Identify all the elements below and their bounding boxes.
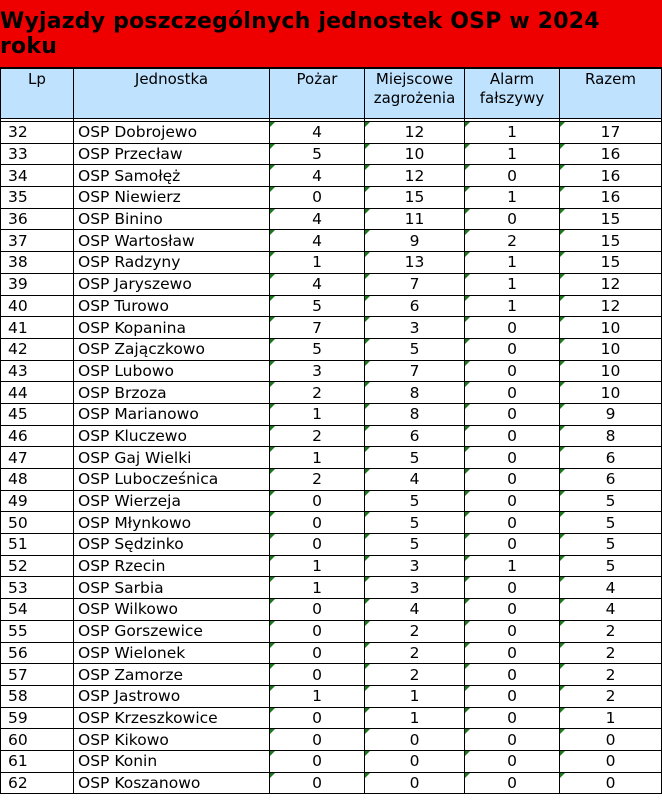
- cell-alarm-falszywy[interactable]: 2: [465, 230, 560, 252]
- cell-pozar[interactable]: 4: [270, 230, 365, 252]
- cell-miejscowe-zagrozenia[interactable]: 6: [365, 425, 465, 447]
- cell-jednostka[interactable]: OSP Wierzeja: [74, 490, 270, 512]
- cell-miejscowe-zagrozenia[interactable]: 4: [365, 599, 465, 621]
- table-row: [1, 664, 662, 686]
- cell-jednostka[interactable]: OSP Lubocześnica: [74, 469, 270, 491]
- table-row: [1, 534, 662, 556]
- cell-miejscowe-zagrozenia[interactable]: 5: [365, 512, 465, 534]
- cell-pozar[interactable]: 0: [270, 642, 365, 664]
- table-row: [1, 490, 662, 512]
- cell-miejscowe-zagrozenia[interactable]: 7: [365, 273, 465, 295]
- table-row: [1, 122, 662, 144]
- table-row: [1, 230, 662, 252]
- cell-lp[interactable]: 44: [1, 382, 74, 404]
- cell-miejscowe-zagrozenia[interactable]: 5: [365, 447, 465, 469]
- cell-pozar[interactable]: 0: [270, 599, 365, 621]
- cell-lp[interactable]: 53: [1, 577, 74, 599]
- table-row: [1, 338, 662, 360]
- cell-razem[interactable]: 17: [560, 122, 662, 144]
- cell-jednostka[interactable]: OSP Sarbia: [74, 577, 270, 599]
- header-lp: Lp: [1, 69, 74, 119]
- cell-jednostka[interactable]: OSP Wartosław: [74, 230, 270, 252]
- table-row: [1, 642, 662, 664]
- cell-jednostka[interactable]: OSP Jastrowo: [74, 685, 270, 707]
- cell-jednostka[interactable]: OSP Kluczewo: [74, 425, 270, 447]
- cell-razem[interactable]: 5: [560, 534, 662, 556]
- cell-alarm-falszywy[interactable]: 0: [465, 707, 560, 729]
- cell-jednostka[interactable]: OSP Sędzinko: [74, 534, 270, 556]
- cell-pozar[interactable]: 1: [270, 577, 365, 599]
- cell-miejscowe-zagrozenia[interactable]: 11: [365, 208, 465, 230]
- cell-lp[interactable]: 41: [1, 317, 74, 339]
- cell-razem[interactable]: 15: [560, 230, 662, 252]
- table-row: [1, 707, 662, 729]
- table-row: [1, 295, 662, 317]
- table-row: [1, 555, 662, 577]
- cell-jednostka[interactable]: OSP Wielonek: [74, 642, 270, 664]
- cell-alarm-falszywy[interactable]: 0: [465, 729, 560, 751]
- cell-razem[interactable]: 9: [560, 403, 662, 425]
- table-row: [1, 729, 662, 751]
- cell-alarm-falszywy[interactable]: 0: [465, 599, 560, 621]
- cell-jednostka[interactable]: OSP Gorszewice: [74, 620, 270, 642]
- cell-lp[interactable]: 47: [1, 447, 74, 469]
- cell-jednostka[interactable]: OSP Konin: [74, 750, 270, 772]
- cell-jednostka[interactable]: OSP Jaryszewo: [74, 273, 270, 295]
- cell-miejscowe-zagrozenia[interactable]: 5: [365, 534, 465, 556]
- cell-pozar[interactable]: 4: [270, 273, 365, 295]
- table-row: [1, 447, 662, 469]
- cell-lp[interactable]: 49: [1, 490, 74, 512]
- cell-alarm-falszywy[interactable]: 0: [465, 165, 560, 187]
- cell-lp[interactable]: 42: [1, 338, 74, 360]
- cell-razem[interactable]: 6: [560, 447, 662, 469]
- cell-miejscowe-zagrozenia[interactable]: 4: [365, 469, 465, 491]
- cell-alarm-falszywy[interactable]: 1: [465, 143, 560, 165]
- cell-pozar[interactable]: 0: [270, 490, 365, 512]
- cell-alarm-falszywy[interactable]: 0: [465, 338, 560, 360]
- cell-lp[interactable]: 56: [1, 642, 74, 664]
- cell-jednostka[interactable]: OSP Radzyny: [74, 252, 270, 274]
- cell-razem[interactable]: 12: [560, 273, 662, 295]
- cell-pozar[interactable]: 1: [270, 403, 365, 425]
- cell-jednostka[interactable]: OSP Kikowo: [74, 729, 270, 751]
- cell-alarm-falszywy[interactable]: 1: [465, 555, 560, 577]
- cell-lp[interactable]: 61: [1, 750, 74, 772]
- table-body: [1, 119, 662, 794]
- cell-alarm-falszywy[interactable]: 0: [465, 534, 560, 556]
- cell-lp[interactable]: 54: [1, 599, 74, 621]
- header-pozar: Pożar: [270, 69, 365, 119]
- cell-miejscowe-zagrozenia[interactable]: 0: [365, 750, 465, 772]
- cell-jednostka[interactable]: OSP Dobrojewo: [74, 122, 270, 144]
- cell-pozar[interactable]: 0: [270, 620, 365, 642]
- table-row: [1, 425, 662, 447]
- cell-razem[interactable]: 0: [560, 772, 662, 794]
- cell-razem[interactable]: 2: [560, 664, 662, 686]
- cell-lp[interactable]: 35: [1, 187, 74, 209]
- cell-pozar[interactable]: 2: [270, 469, 365, 491]
- cell-alarm-falszywy[interactable]: 0: [465, 208, 560, 230]
- table-row: [1, 208, 662, 230]
- cell-lp[interactable]: 36: [1, 208, 74, 230]
- cell-miejscowe-zagrozenia[interactable]: 12: [365, 165, 465, 187]
- cell-pozar[interactable]: 0: [270, 729, 365, 751]
- table-row: [1, 599, 662, 621]
- table-row: [1, 772, 662, 794]
- table-row: [1, 382, 662, 404]
- table-row: [1, 165, 662, 187]
- cell-razem[interactable]: 16: [560, 165, 662, 187]
- cell-razem[interactable]: 12: [560, 295, 662, 317]
- table-row: [1, 469, 662, 491]
- cell-miejscowe-zagrozenia[interactable]: 5: [365, 490, 465, 512]
- cell-pozar[interactable]: 3: [270, 360, 365, 382]
- cell-pozar[interactable]: 2: [270, 425, 365, 447]
- cell-lp[interactable]: 57: [1, 664, 74, 686]
- cell-pozar[interactable]: 5: [270, 143, 365, 165]
- cell-pozar[interactable]: 5: [270, 295, 365, 317]
- cell-miejscowe-zagrozenia[interactable]: 3: [365, 577, 465, 599]
- cell-miejscowe-zagrozenia[interactable]: 10: [365, 143, 465, 165]
- cell-lp[interactable]: 45: [1, 403, 74, 425]
- cell-jednostka[interactable]: OSP Marianowo: [74, 403, 270, 425]
- cell-miejscowe-zagrozenia[interactable]: 8: [365, 403, 465, 425]
- table-row: [1, 403, 662, 425]
- cell-jednostka[interactable]: OSP Kopanina: [74, 317, 270, 339]
- cell-lp[interactable]: 52: [1, 555, 74, 577]
- cell-razem[interactable]: 10: [560, 317, 662, 339]
- cell-alarm-falszywy[interactable]: 0: [465, 512, 560, 534]
- cell-razem[interactable]: 5: [560, 512, 662, 534]
- cell-razem[interactable]: 6: [560, 469, 662, 491]
- cell-lp[interactable]: 62: [1, 772, 74, 794]
- cell-lp[interactable]: 46: [1, 425, 74, 447]
- cell-jednostka[interactable]: OSP Przecław: [74, 143, 270, 165]
- cell-lp[interactable]: 43: [1, 360, 74, 382]
- cell-miejscowe-zagrozenia[interactable]: 1: [365, 707, 465, 729]
- table-row: [1, 512, 662, 534]
- cell-pozar[interactable]: 2: [270, 382, 365, 404]
- cell-lp[interactable]: 33: [1, 143, 74, 165]
- cell-alarm-falszywy[interactable]: 0: [465, 577, 560, 599]
- table-row: [1, 317, 662, 339]
- cell-jednostka[interactable]: OSP Niewierz: [74, 187, 270, 209]
- cell-lp[interactable]: 37: [1, 230, 74, 252]
- cell-lp[interactable]: 58: [1, 685, 74, 707]
- cell-alarm-falszywy[interactable]: 0: [465, 447, 560, 469]
- cell-alarm-falszywy[interactable]: 0: [465, 403, 560, 425]
- cell-razem[interactable]: 4: [560, 599, 662, 621]
- cell-razem[interactable]: 10: [560, 382, 662, 404]
- cell-razem[interactable]: 0: [560, 729, 662, 751]
- cell-jednostka[interactable]: OSP Brzoza: [74, 382, 270, 404]
- cell-pozar[interactable]: 5: [270, 338, 365, 360]
- cell-alarm-falszywy[interactable]: 0: [465, 620, 560, 642]
- cell-miejscowe-zagrozenia[interactable]: 3: [365, 317, 465, 339]
- header-razem: Razem: [560, 69, 662, 119]
- cell-razem[interactable]: 5: [560, 490, 662, 512]
- header-miejscowe-zagrozenia: Miejscowe zagrożenia: [365, 69, 465, 119]
- cell-jednostka[interactable]: OSP Zajączkowo: [74, 338, 270, 360]
- cell-miejscowe-zagrozenia[interactable]: 12: [365, 122, 465, 144]
- cell-miejscowe-zagrozenia[interactable]: 2: [365, 664, 465, 686]
- cell-miejscowe-zagrozenia[interactable]: 8: [365, 382, 465, 404]
- cell-lp[interactable]: 39: [1, 273, 74, 295]
- cell-pozar[interactable]: 0: [270, 664, 365, 686]
- cell-pozar[interactable]: 1: [270, 447, 365, 469]
- cell-pozar[interactable]: 0: [270, 707, 365, 729]
- header-row: [1, 69, 662, 119]
- cell-razem[interactable]: 5: [560, 555, 662, 577]
- cell-pozar[interactable]: 1: [270, 555, 365, 577]
- data-table: [0, 68, 662, 794]
- cell-alarm-falszywy[interactable]: 0: [465, 642, 560, 664]
- cell-pozar[interactable]: 1: [270, 685, 365, 707]
- cell-miejscowe-zagrozenia[interactable]: 2: [365, 642, 465, 664]
- cell-razem[interactable]: 2: [560, 620, 662, 642]
- cell-alarm-falszywy[interactable]: 0: [465, 469, 560, 491]
- cell-pozar[interactable]: 4: [270, 122, 365, 144]
- cell-jednostka[interactable]: OSP Krzeszkowice: [74, 707, 270, 729]
- table-row: [1, 143, 662, 165]
- cell-pozar[interactable]: 4: [270, 165, 365, 187]
- cell-lp[interactable]: 50: [1, 512, 74, 534]
- header-jednostka: Jednostka: [74, 69, 270, 119]
- cell-alarm-falszywy[interactable]: 1: [465, 252, 560, 274]
- table-row: [1, 360, 662, 382]
- cell-jednostka[interactable]: OSP Gaj Wielki: [74, 447, 270, 469]
- cell-alarm-falszywy[interactable]: 1: [465, 295, 560, 317]
- cell-miejscowe-zagrozenia[interactable]: 15: [365, 187, 465, 209]
- cell-razem[interactable]: 10: [560, 360, 662, 382]
- cell-miejscowe-zagrozenia[interactable]: 6: [365, 295, 465, 317]
- title-bar: [0, 0, 662, 68]
- cell-alarm-falszywy[interactable]: 1: [465, 187, 560, 209]
- cell-razem[interactable]: 2: [560, 685, 662, 707]
- cell-miejscowe-zagrozenia[interactable]: 3: [365, 555, 465, 577]
- cell-jednostka[interactable]: OSP Młynkowo: [74, 512, 270, 534]
- cell-razem[interactable]: 1: [560, 707, 662, 729]
- cell-alarm-falszywy[interactable]: 0: [465, 664, 560, 686]
- cell-lp[interactable]: 34: [1, 165, 74, 187]
- cell-razem[interactable]: 15: [560, 252, 662, 274]
- cell-lp[interactable]: 51: [1, 534, 74, 556]
- cell-miejscowe-zagrozenia[interactable]: 5: [365, 338, 465, 360]
- cell-pozar[interactable]: 0: [270, 750, 365, 772]
- cell-pozar[interactable]: 7: [270, 317, 365, 339]
- cell-miejscowe-zagrozenia[interactable]: 13: [365, 252, 465, 274]
- cell-lp[interactable]: 40: [1, 295, 74, 317]
- cell-pozar[interactable]: 4: [270, 208, 365, 230]
- cell-lp[interactable]: 32: [1, 122, 74, 144]
- cell-pozar[interactable]: 1: [270, 252, 365, 274]
- cell-alarm-falszywy[interactable]: 0: [465, 772, 560, 794]
- table-row: [1, 273, 662, 295]
- cell-lp[interactable]: 38: [1, 252, 74, 274]
- cell-razem[interactable]: 4: [560, 577, 662, 599]
- cell-jednostka[interactable]: OSP Lubowo: [74, 360, 270, 382]
- cell-miejscowe-zagrozenia[interactable]: 0: [365, 772, 465, 794]
- cell-razem[interactable]: 16: [560, 143, 662, 165]
- table-row: [1, 685, 662, 707]
- cell-lp[interactable]: 48: [1, 469, 74, 491]
- table-row: [1, 252, 662, 274]
- table-row: [1, 620, 662, 642]
- page-title: Wyjazdy poszczególnych jednostek OSP w 2024 roku: [0, 8, 600, 59]
- cell-alarm-falszywy[interactable]: 0: [465, 317, 560, 339]
- cell-razem[interactable]: 16: [560, 187, 662, 209]
- cell-alarm-falszywy[interactable]: 0: [465, 490, 560, 512]
- cell-jednostka[interactable]: OSP Turowo: [74, 295, 270, 317]
- cell-jednostka[interactable]: OSP Wilkowo: [74, 599, 270, 621]
- table-row: [1, 577, 662, 599]
- cell-alarm-falszywy[interactable]: 0: [465, 382, 560, 404]
- cell-miejscowe-zagrozenia[interactable]: 2: [365, 620, 465, 642]
- cell-alarm-falszywy[interactable]: 0: [465, 425, 560, 447]
- cell-jednostka[interactable]: OSP Koszanowo: [74, 772, 270, 794]
- cell-razem[interactable]: 10: [560, 338, 662, 360]
- cell-miejscowe-zagrozenia[interactable]: 1: [365, 685, 465, 707]
- cell-razem[interactable]: 8: [560, 425, 662, 447]
- cell-alarm-falszywy[interactable]: 0: [465, 360, 560, 382]
- cell-razem[interactable]: 15: [560, 208, 662, 230]
- cell-jednostka[interactable]: OSP Zamorze: [74, 664, 270, 686]
- cell-alarm-falszywy[interactable]: 1: [465, 273, 560, 295]
- cell-razem[interactable]: 0: [560, 750, 662, 772]
- cell-pozar[interactable]: 0: [270, 512, 365, 534]
- cell-jednostka[interactable]: OSP Binino: [74, 208, 270, 230]
- cell-alarm-falszywy[interactable]: 0: [465, 685, 560, 707]
- cell-pozar[interactable]: 0: [270, 534, 365, 556]
- cell-jednostka[interactable]: OSP Rzecin: [74, 555, 270, 577]
- cell-miejscowe-zagrozenia[interactable]: 0: [365, 729, 465, 751]
- cell-alarm-falszywy[interactable]: 1: [465, 122, 560, 144]
- cell-pozar[interactable]: 0: [270, 772, 365, 794]
- cell-miejscowe-zagrozenia[interactable]: 7: [365, 360, 465, 382]
- cell-alarm-falszywy[interactable]: 0: [465, 750, 560, 772]
- table-row: [1, 750, 662, 772]
- cell-lp[interactable]: 55: [1, 620, 74, 642]
- header-alarm-falszywy: Alarm fałszywy: [465, 69, 560, 119]
- cell-razem[interactable]: 2: [560, 642, 662, 664]
- cell-miejscowe-zagrozenia[interactable]: 9: [365, 230, 465, 252]
- cell-lp[interactable]: 59: [1, 707, 74, 729]
- table-row: [1, 187, 662, 209]
- cell-jednostka[interactable]: OSP Samołęż: [74, 165, 270, 187]
- table-header: [1, 69, 662, 119]
- cell-lp[interactable]: 60: [1, 729, 74, 751]
- cell-pozar[interactable]: 0: [270, 187, 365, 209]
